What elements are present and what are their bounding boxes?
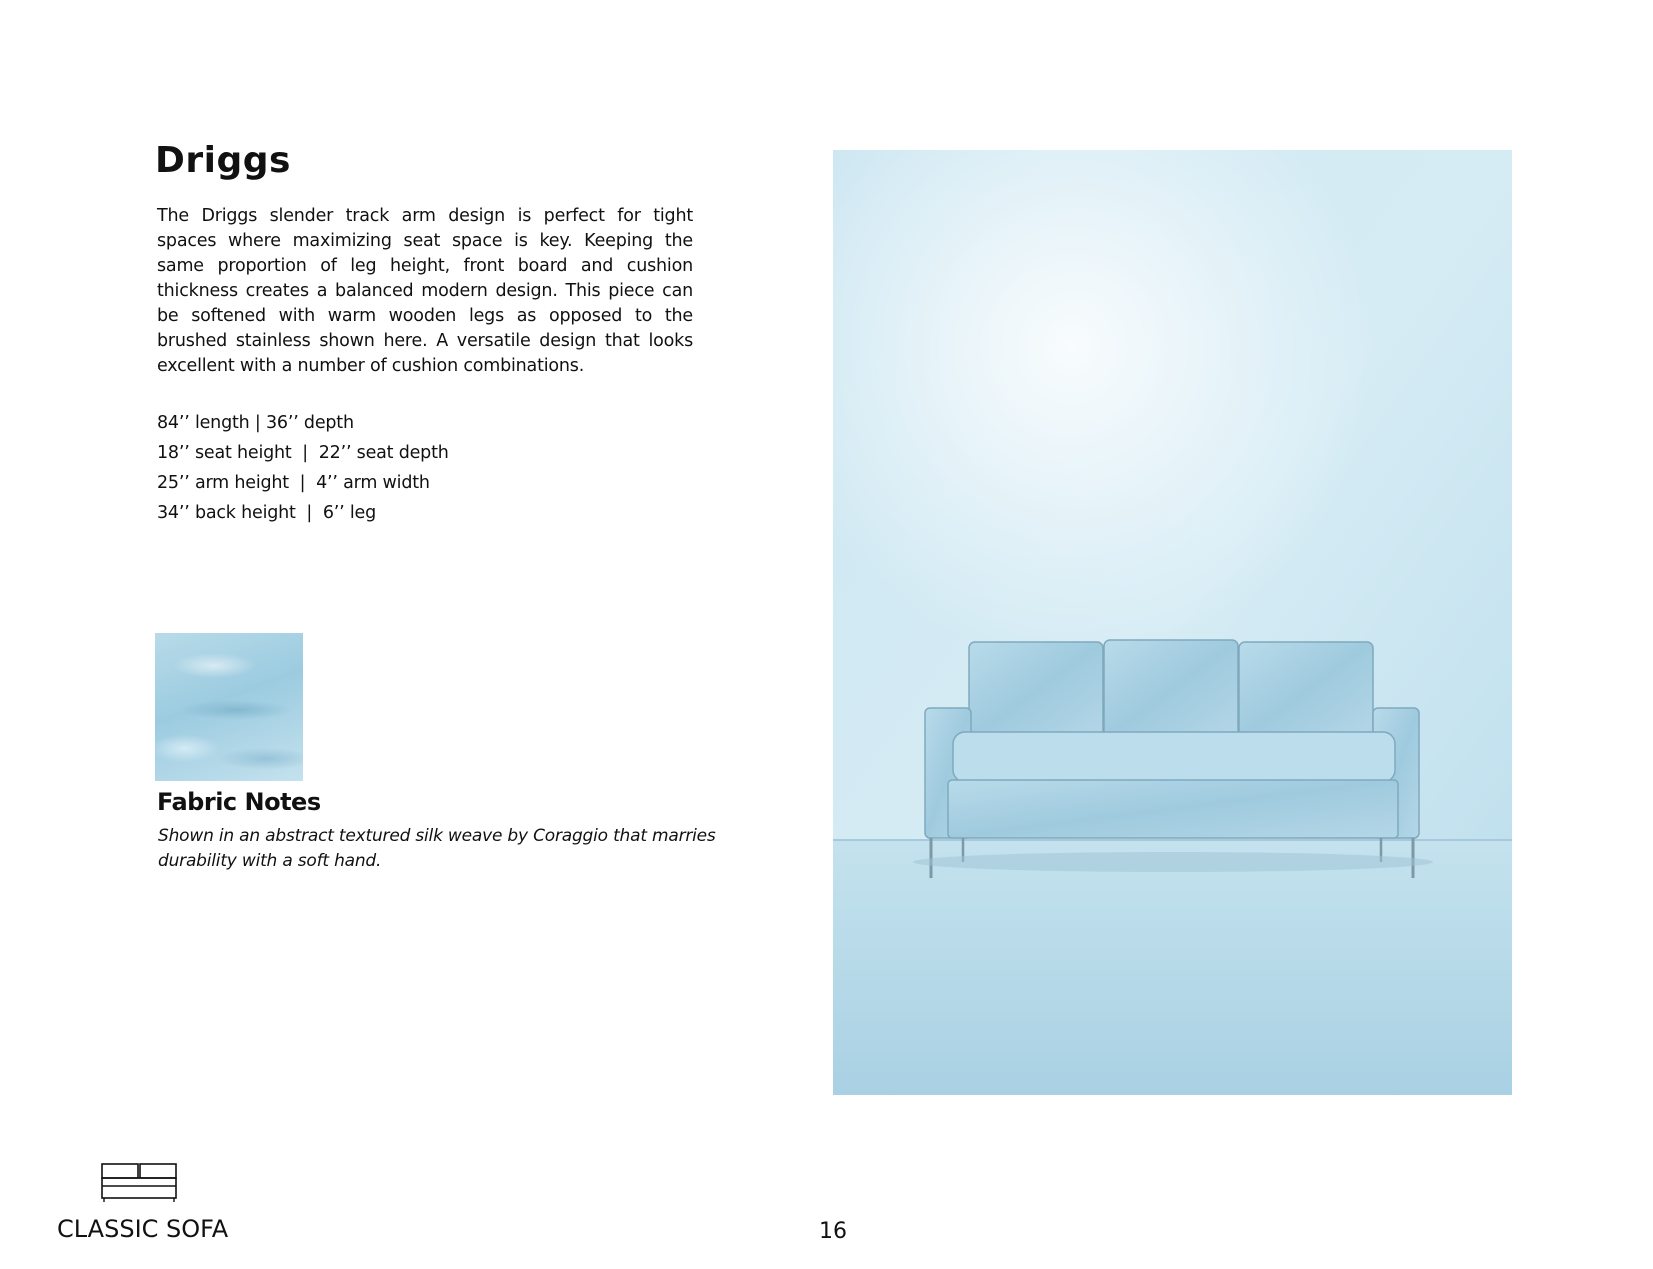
spec-list: [157, 412, 449, 532]
spec-line: 34’’ back height | 6’’ leg: [157, 503, 376, 523]
brand-name: CLASSIC SOFA: [57, 1215, 229, 1243]
product-description: The Driggs slender track arm design is perfect for tight spaces where maximizing seat space is key. Keeping the same proportion of leg height, front board and cushion thickness creates a balanced modern design. This piece can be softened with warm wooden legs as opposed to the brushed stainless shown here. A versatile design that looks excellent with a number of cushion combinations.: [157, 206, 693, 376]
product-title: Driggs: [155, 140, 291, 181]
sofa-logo-icon: [100, 1162, 180, 1204]
fabric-notes-text: Shown in an abstract textured silk weave by Coraggio that marries durability with a soft hand.: [158, 826, 716, 871]
spec-line: 18’’ seat height | 22’’ seat depth: [157, 443, 449, 463]
fabric-notes-heading: Fabric Notes: [157, 788, 321, 816]
sofa-photo: [833, 150, 1512, 1095]
spec-line: 84’’ length | 36’’ depth: [157, 413, 354, 433]
fabric-swatch-image: [155, 633, 303, 781]
spec-line: 25’’ arm height | 4’’ arm width: [157, 473, 430, 493]
page-number: 16: [819, 1219, 847, 1244]
